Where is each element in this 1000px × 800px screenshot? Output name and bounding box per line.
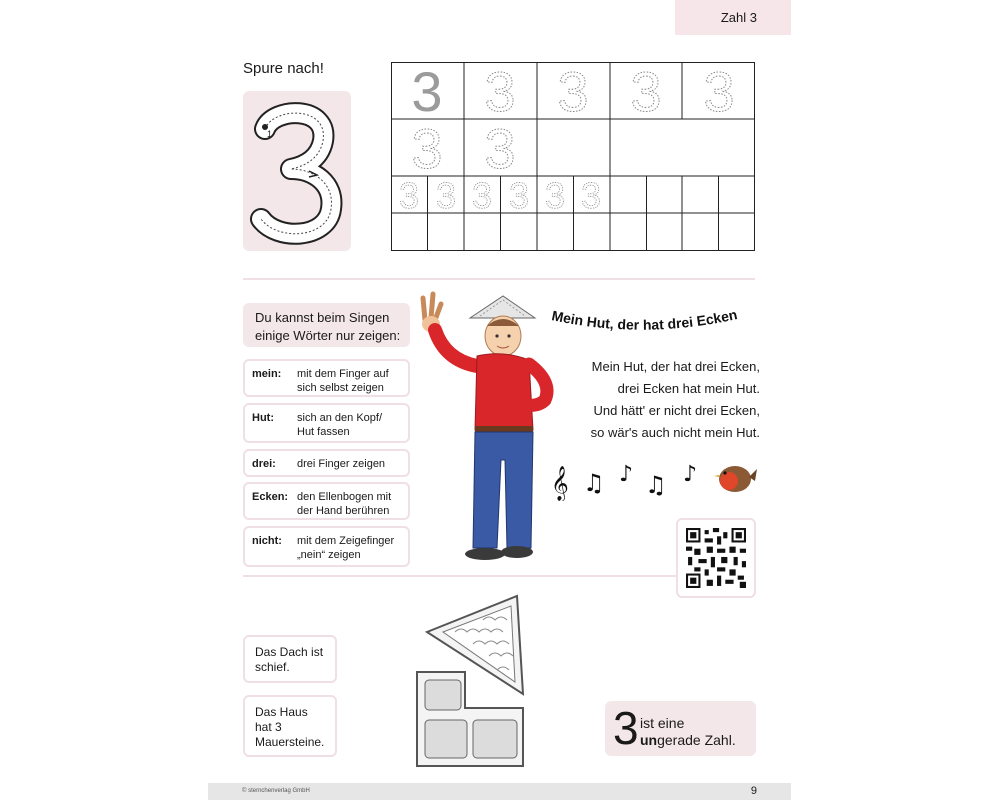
section-divider: [243, 278, 755, 280]
page-footer: [208, 783, 791, 800]
copyright-text: © sternchenverlag GmbH: [242, 788, 310, 794]
svg-text:3: 3: [484, 117, 516, 180]
svg-text:♫: ♫: [645, 471, 667, 499]
page-number: 9: [750, 785, 757, 797]
odd-number-box: 3 ist eine ungerade Zahl.: [605, 701, 756, 756]
gesture-item: Ecken: den Ellenbogen mit der Hand berühren: [243, 482, 410, 520]
svg-text:3: 3: [703, 62, 735, 123]
tracing-grid: [391, 62, 755, 251]
solid-digit: 3: [411, 62, 443, 123]
roof-statement-card: Das Dach ist schief.: [243, 635, 337, 683]
qr-code-card[interactable]: [676, 518, 756, 598]
trace-model-card: [243, 91, 351, 251]
topic-tab-label: Zahl 3: [720, 10, 757, 25]
boy-with-paper-hat-illustration: [415, 290, 565, 570]
svg-text:3: 3: [630, 62, 662, 123]
svg-text:3: 3: [411, 117, 443, 180]
gesture-heading: Du kannst beim Singen einige Wörter nur zeigen:: [243, 303, 410, 347]
gesture-item: drei: drei Finger zeigen: [243, 449, 410, 477]
svg-text:3: 3: [544, 175, 566, 216]
svg-text:3: 3: [508, 175, 530, 216]
svg-text:Mein Hut, der hat drei Ecken: Mein Hut, der hat drei Ecken: [550, 306, 739, 333]
music-notes-icon: [549, 457, 759, 501]
svg-text:3: 3: [580, 175, 602, 216]
topic-tab: [675, 0, 791, 35]
qr-code-icon: [686, 528, 746, 588]
svg-text:♫: ♫: [583, 469, 605, 497]
song-title: [547, 300, 761, 340]
gesture-item: Hut: sich an den Kopf/ Hut fassen: [243, 403, 410, 443]
svg-text:1: 1: [267, 129, 273, 139]
trace-model-digit: [243, 91, 351, 251]
paper-house-illustration: [413, 590, 533, 770]
svg-text:3: 3: [471, 175, 493, 216]
wall-statement-card: Das Haus hat 3 Mauersteine.: [243, 695, 337, 757]
gesture-item: mein: mit dem Finger auf sich selbst zeigen: [243, 359, 410, 397]
trace-title: Spure nach!: [243, 60, 324, 77]
svg-text:𝄞: 𝄞: [551, 466, 569, 501]
svg-text:3: 3: [398, 175, 420, 216]
svg-text:3: 3: [484, 62, 516, 123]
robin-bird-icon: [714, 466, 757, 492]
svg-text:♪: ♪: [683, 462, 698, 487]
song-lyrics: Mein Hut, der hat drei Ecken, drei Ecken hat mein Hut. Und hätt' er nicht drei Ecken, so wär's auch nicht mein Hut.: [590, 359, 760, 440]
svg-text:♪: ♪: [619, 462, 634, 487]
svg-text:3: 3: [557, 62, 589, 123]
svg-text:3: 3: [435, 175, 457, 216]
gesture-item: nicht: mit dem Zeigefinger „nein“ zeigen: [243, 526, 410, 567]
